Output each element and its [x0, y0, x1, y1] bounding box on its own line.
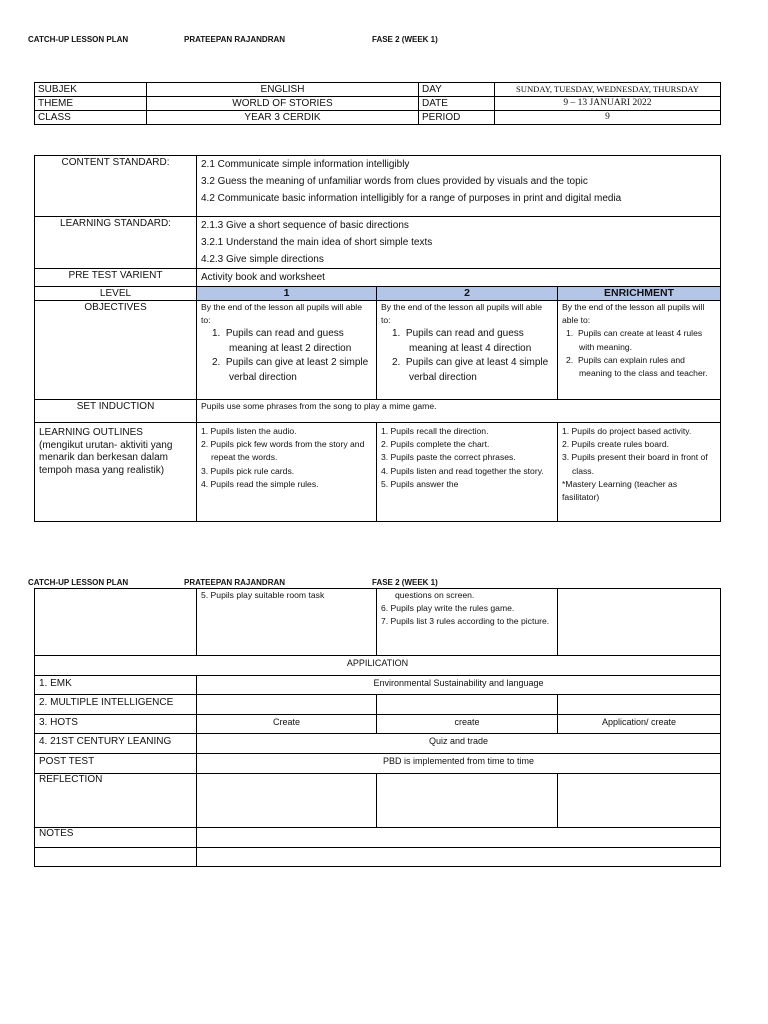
pretest-label: PRE TEST VARIENT — [35, 269, 197, 287]
outline-level-2 — [377, 423, 558, 522]
outline-item: 1. Pupils recall the direction. — [381, 426, 489, 436]
outline-item: 2. Pupils create rules board. — [562, 439, 670, 450]
outline-level-1-continued — [197, 589, 377, 656]
objective-item: 1. Pupils can read and guess meaning at least 4 direction — [392, 328, 532, 354]
outline-item: 2. Pupils complete the chart. — [381, 439, 490, 450]
content-standard-item: 3.2 Guess the meaning of unfamiliar words from clues provided by visuals and the topic — [201, 176, 588, 187]
page-header — [0, 35, 768, 49]
day-label: DAY — [419, 83, 495, 97]
c21-value: Quiz and trade — [197, 734, 721, 754]
outline-continued-label — [35, 589, 197, 656]
learning-standard — [197, 217, 721, 269]
subject-value: ENGLISH — [147, 83, 419, 97]
outline-enrichment — [558, 423, 721, 522]
content-standard-item: 4.2 Communicate basic information intelligibly for a range of purposes in print and digital media — [201, 193, 622, 204]
mi-enrichment — [558, 695, 721, 715]
period-value: 9 — [495, 111, 721, 125]
objectives-intro: By the end of the lesson all pupils will able to: — [381, 302, 542, 326]
reflection-level-1 — [197, 774, 377, 828]
header-title: CATCH-UP LESSON PLAN — [28, 578, 129, 587]
objective-item: 1. Pupils can create at least 4 rules with meaning. — [566, 328, 703, 352]
learning-outlines-label: LEARNING OUTLINES — [39, 427, 143, 438]
header-phase: FASE 2 (WEEK 1) — [372, 35, 438, 44]
objectives-intro: By the end of the lesson all pupils will able to: — [562, 302, 705, 326]
objectives-level-1 — [197, 301, 377, 400]
date-label: DATE — [419, 97, 495, 111]
hots-level-1: Create — [197, 715, 377, 734]
header-phase: FASE 2 (WEEK 1) — [372, 578, 438, 587]
objective-item: 2. Pupils can give at least 2 simple verbal direction — [212, 357, 369, 383]
outline-item: 2. Pupils pick few words from the story and repeat the words. — [201, 439, 365, 463]
outline-enrichment-continued — [558, 589, 721, 656]
reflection-level-2 — [377, 774, 558, 828]
objective-item: 2. Pupils can explain rules and meaning to the class and teacher. — [566, 354, 708, 379]
notes-value — [197, 828, 721, 848]
reflection-label: REFLECTION — [35, 774, 197, 828]
objectives-intro: By the end of the lesson all pupils will able to: — [201, 302, 362, 326]
post-test-value: PBD is implemented from time to time — [197, 754, 721, 774]
learning-outlines-label-cell — [35, 423, 197, 522]
outline-item: 3. Pupils paste the correct phrases. — [381, 452, 516, 463]
subject-label: SUBJEK — [35, 83, 147, 97]
hots-level-2: create — [377, 715, 558, 734]
learning-standard-item: 4.2.3 Give simple directions — [201, 254, 324, 265]
hots-label: 3. HOTS — [35, 715, 197, 734]
day-value: SUNDAY, TUESDAY, WEDNESDAY, THURSDAY — [495, 83, 721, 97]
outline-item: 1. Pupils do project based activity. — [562, 426, 692, 436]
header-title: CATCH-UP LESSON PLAN — [28, 35, 129, 44]
mi-label: 2. MULTIPLE INTELLIGENCE — [35, 695, 197, 715]
pretest-value: Activity book and worksheet — [197, 269, 721, 287]
class-label: CLASS — [35, 111, 147, 125]
class-value: YEAR 3 CERDIK — [147, 111, 419, 125]
set-induction-value: Pupils use some phrases from the song to play a mime game. — [197, 400, 721, 423]
theme-label: THEME — [35, 97, 147, 111]
outline-item: 3. Pupils pick rule cards. — [201, 465, 295, 476]
post-test-label: POST TEST — [35, 754, 197, 774]
content-standard-item: 2.1 Communicate simple information intelligibly — [201, 159, 410, 170]
emk-value: Environmental Sustainability and language — [197, 676, 721, 695]
blank-row-label — [35, 848, 197, 867]
level-1-header: 1 — [197, 287, 377, 301]
header-teacher: PRATEEPAN RAJANDRAN — [184, 578, 286, 587]
header-teacher: PRATEEPAN RAJANDRAN — [184, 35, 286, 44]
outline-item: questions on screen. — [395, 590, 475, 600]
outline-item: 5. Pupils play suitable room task — [201, 590, 325, 600]
outline-item: 4. Pupils listen and read together the story. — [381, 465, 544, 476]
set-induction-label: SET INDUCTION — [35, 400, 197, 423]
date-value: 9 – 13 JANUARI 2022 — [495, 97, 721, 111]
outline-item: 1. Pupils listen the audio. — [201, 426, 297, 436]
outline-item: 3. Pupils present their board in front of class. — [562, 452, 708, 476]
outline-item: 7. Pupils list 3 rules according to the picture. — [381, 616, 550, 627]
outline-item: 5. Pupils answer the — [381, 478, 459, 489]
outline-item: *Mastery Learning (teacher as fasilitator) — [562, 478, 678, 503]
c21-label: 4. 21ST CENTURY LEANING — [35, 734, 197, 754]
outline-item: 4. Pupils read the simple rules. — [201, 478, 319, 489]
plan-table-page2 — [34, 588, 721, 867]
learning-standard-label: LEARNING STANDARD: — [35, 217, 197, 269]
plan-table-page1 — [34, 155, 721, 522]
objectives-label: OBJECTIVES — [35, 301, 197, 400]
application-header: APPILICATION — [35, 656, 721, 676]
period-label: PERIOD — [419, 111, 495, 125]
info-table — [34, 82, 721, 125]
theme-value: WORLD OF STORIES — [147, 97, 419, 111]
level-label: LEVEL — [35, 287, 197, 301]
notes-label: NOTES — [35, 828, 197, 848]
outline-level-2-continued — [377, 589, 558, 656]
outline-item: 6. Pupils play write the rules game. — [381, 603, 515, 614]
objectives-enrichment — [558, 301, 721, 400]
mi-level-1 — [197, 695, 377, 715]
objectives-level-2 — [377, 301, 558, 400]
level-enrichment-header: ENRICHMENT — [558, 287, 721, 301]
outline-level-1 — [197, 423, 377, 522]
reflection-enrichment — [558, 774, 721, 828]
objective-item: 1. Pupils can read and guess meaning at least 2 direction — [212, 328, 352, 354]
level-2-header: 2 — [377, 287, 558, 301]
content-standard-label: CONTENT STANDARD: — [35, 156, 197, 217]
emk-label: 1. EMK — [35, 676, 197, 695]
content-standard — [197, 156, 721, 217]
learning-standard-item: 2.1.3 Give a short sequence of basic directions — [201, 220, 409, 231]
blank-row-value — [197, 848, 721, 867]
objective-item: 2. Pupils can give at least 4 simple verbal direction — [392, 357, 549, 383]
learning-standard-item: 3.2.1 Understand the main idea of short simple texts — [201, 237, 433, 248]
learning-outlines-note: (mengikut urutan- aktiviti yang menarik dan berkesan dalam tempoh masa yang realistik) — [39, 439, 173, 476]
mi-level-2 — [377, 695, 558, 715]
hots-enrichment: Application/ create — [558, 715, 721, 734]
